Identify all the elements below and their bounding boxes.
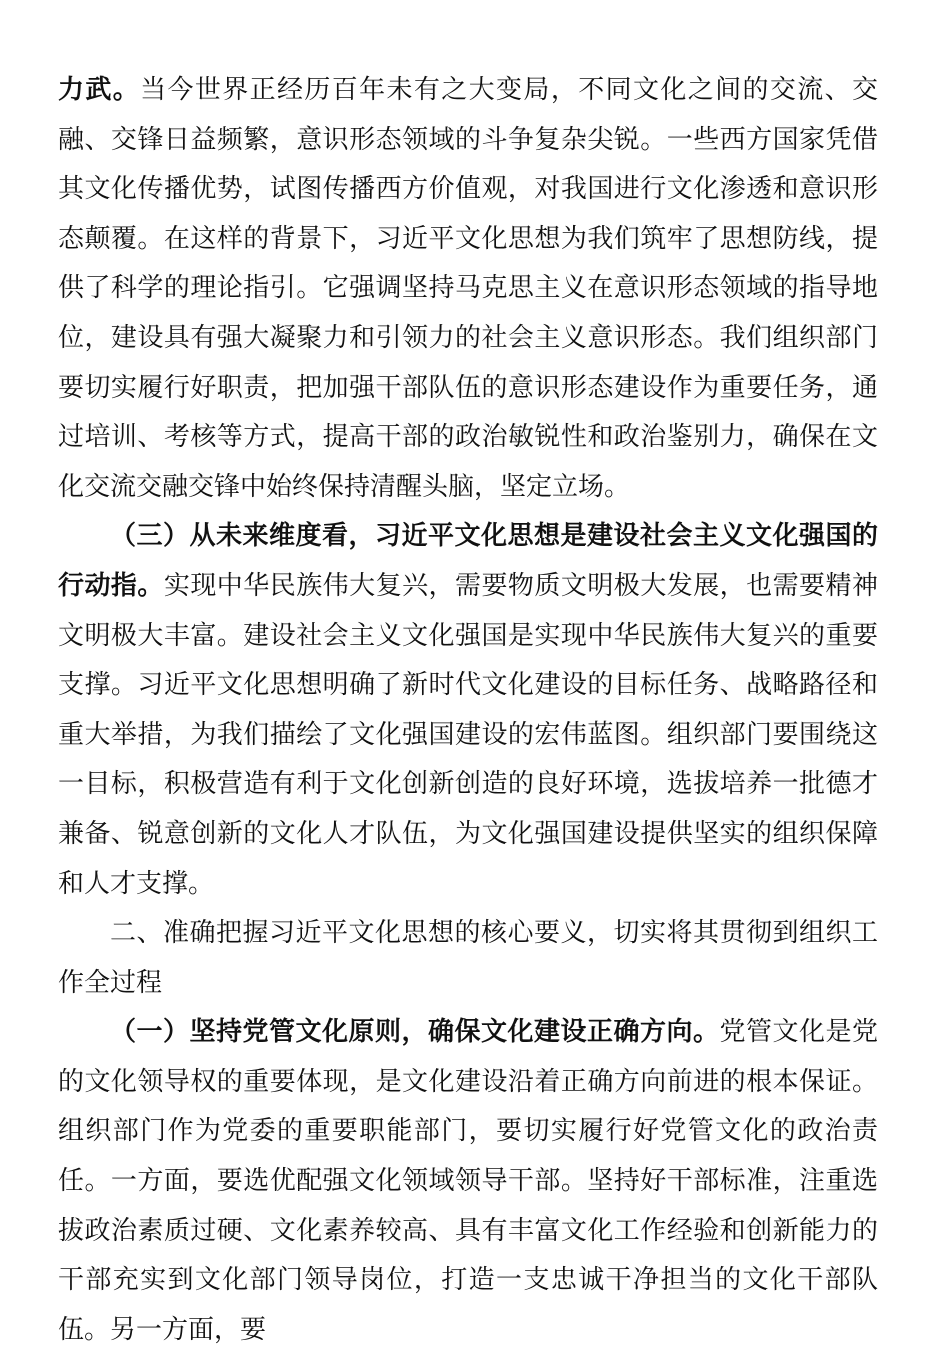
paragraph-bold-lead: （一）坚持党管文化原则，确保文化建设正确方向。 [110, 1017, 720, 1048]
paragraph-text: 当今世界正经历百年未有之大变局，不同文化之间的交流、交融、交锋日益频繁，意识形态领域的斗争复杂尖锐。一些西方国家凭借其文化传播优势，试图传播西方价值观，对我国进行文化渗透和意识形态颠覆。在这样的背景下，习近平文化思想为我们筑牢了思想防线，提供了科学的理论指引。它强调坚持马克思主义在意识形态领域的指导地位，建设具有强大凝聚力和引领力的社会主义意识形态。我们组织部门要切实履行好职责，把加强干部队伍的意识形态建设作为重要任务，通过培训、考核等方式，提高干部的政治敏锐性和政治鉴别力，确保在文化交流交融交锋中始终保持清醒头脑，坚定立场。 [58, 75, 878, 502]
section-heading-two: 二、准确把握习近平文化思想的核心要义，切实将其贯彻到组织工作全过程 [58, 918, 878, 998]
paragraph-text: 党管文化是党的文化领导权的重要体现，是文化建设沿着正确方向前进的根本保证。组织部门作为党委的重要职能部门，要切实履行好党管文化的政治责任。一方面，要选优配强文化领域领导干部。坚持好干部标准，注重选拔政治素质过硬、文化素养较高、具有丰富文化工作经验和创新能力的干部充实到文化部门领导岗位，打造一支忠诚干净担当的文化干部队伍。另一方面，要 [58, 1017, 878, 1345]
paragraph-text: 实现中华民族伟大复兴，需要物质文明极大发展，也需要精神文明极大丰富。建设社会主义文化强国是实现中华民族伟大复兴的重要支撑。习近平文化思想明确了新时代文化建设的目标任务、战略路径和重大举措，为我们描绘了文化强国建设的宏伟蓝图。组织部门要围绕这一目标，积极营造有利于文化创新创造的良好环境，选拔培养一批德才兼备、锐意创新的文化人才队伍，为文化强国建设提供坚实的组织保障和人才支撑。 [58, 570, 878, 899]
document-body [58, 66, 878, 1355]
paragraph-bold-lead: 力武。 [58, 75, 141, 105]
paragraph-section-three [58, 512, 878, 909]
paragraph-bold-lead: （三）从未来维度看，习近平文化思想是建设社会主义文化强国的行动指。 [58, 521, 878, 601]
paragraph-continuation [58, 66, 878, 512]
paragraph-subsection-one [58, 1008, 878, 1355]
